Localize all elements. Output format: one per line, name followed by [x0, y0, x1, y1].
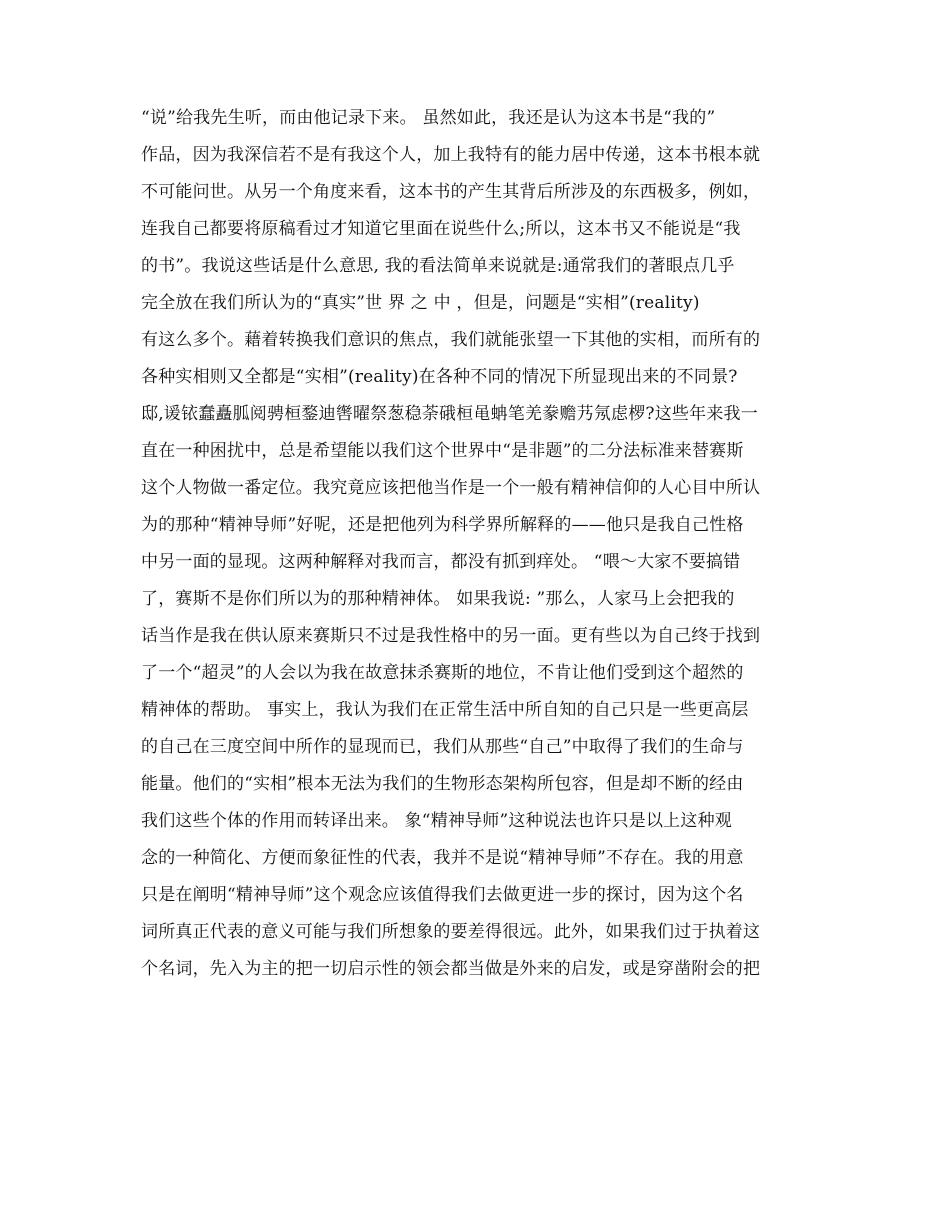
text-line: 直在一种困扰中，总是希望能以我们这个世界中“是非题”的二分法标准来替赛斯 — [141, 441, 744, 461]
text-line: 这个人物做一番定位。我究竟应该把他当作是一个一般有精神信仰的人心目中所认 — [141, 478, 761, 498]
text-line: 中另一面的显现。这两种解释对我而言，都没有抓到痒处。 “喂～大家不要搞错 — [141, 552, 741, 572]
text-line: 作品，因为我深信若不是有我这个人，加上我特有的能力居中传递，这本书根本就 — [141, 145, 761, 165]
text-line: 能量。他们的“实相”根本无法为我们的生物形态架构所包容，但是却不断的经由 — [141, 774, 744, 794]
text-line: 的书”。我说这些话是什么意思, 我的看法简单来说就是:通常我们的著眼点几乎 — [141, 256, 735, 276]
text-line: 了，赛斯不是你们所以为的那种精神体。 如果我说: ”那么，人家马上会把我的 — [141, 589, 735, 609]
text-line: 不可能问世。从另一个角度来看，这本书的产生其背后所涉及的东西极多，例如， — [141, 182, 761, 202]
text-line: 有这么多个。藉着转换我们意识的焦点，我们就能张望一下其他的实相，而所有的 — [141, 330, 761, 350]
text-line: 完全放在我们所认为的“真实”世 界 之 中 ，但是，问题是“实相”(reality) — [141, 293, 700, 313]
text-line: 个名词，先入为主的把一切启示性的领会都当做是外来的启发，或是穿凿附会的把 — [141, 959, 761, 979]
text-line: 话当作是我在供认原来赛斯只不过是我性格中的另一面。更有些以为自己终于找到 — [141, 626, 761, 646]
text-line: 念的一种简化、方便而象征性的代表，我并不是说“精神导师”不存在。我的用意 — [141, 848, 744, 868]
text-line: 只是在阐明“精神导师”这个观念应该值得我们去做更进一步的探讨，因为这个名 — [141, 885, 744, 905]
text-line: 为的那种“精神导师”好呢，还是把他列为科学界所解释的——他只是我自己性格 — [141, 515, 744, 535]
text-line: “说”给我先生听，而由他记录下来。 虽然如此，我还是认为这本书是“我的” — [141, 108, 716, 128]
text-line: 连我自己都要将原稿看过才知道它里面在说些什么;所以，这本书又不能说是“我 — [141, 219, 741, 239]
text-line: 各种实相则又全都是“实相”(reality)在各种不同的情况下所显现出来的不同景? — [141, 367, 738, 387]
text-line: 了一个“超灵”的人会以为我在故意抹杀赛斯的地位，不肯让他们受到这个超然的 — [141, 663, 744, 683]
text-line: 的自己在三度空间中所作的显现而已，我们从那些“自己”中取得了我们的生命与 — [141, 737, 744, 757]
text-line: 邸,谖铱蠢矗胍阅骋桓鍪迪辔曜祭葱稳荼硪桓黾蚺笔羌豢赡艿氖虑椤?这些年来我一 — [141, 404, 758, 424]
text-line: 我们这些个体的作用而转译出来。 象“精神导师”这种说法也许只是以上这种观 — [141, 811, 732, 831]
text-line: 精神体的帮助。 事实上，我认为我们在正常生活中所自知的自己只是一些更高层 — [141, 700, 749, 720]
text-line: 词所真正代表的意义可能与我们所想象的要差得很远。此外，如果我们过于执着这 — [141, 922, 761, 942]
body-text — [141, 100, 821, 988]
